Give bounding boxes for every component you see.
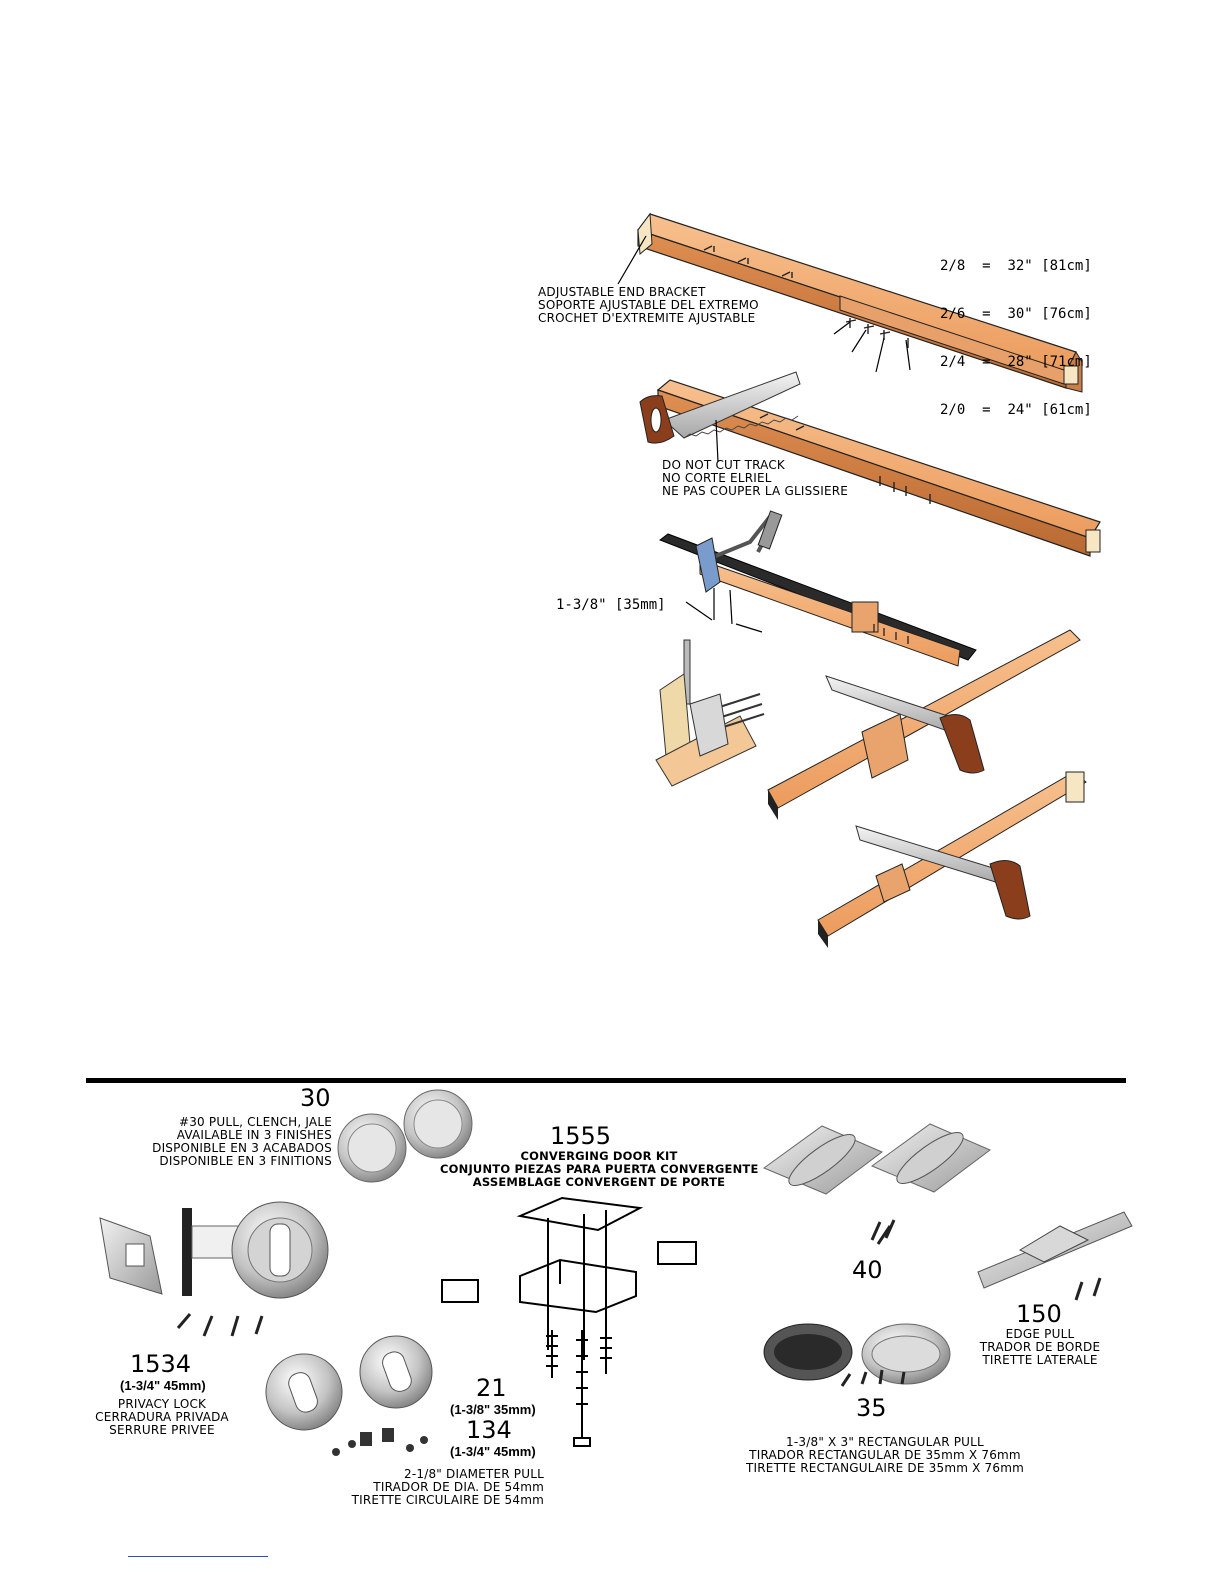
part-30-label [140, 1116, 332, 1168]
header-track-4 [768, 630, 1080, 820]
label-line: #30 PULL, CLENCH, JALE [178, 1115, 332, 1129]
label-line: SOPORTE AJUSTABLE DEL EXTREMO [538, 298, 759, 312]
section-divider [86, 1078, 1126, 1083]
privacy-lock-image [100, 1202, 328, 1336]
part-150-label [970, 1328, 1110, 1367]
part-30-number: 30 [300, 1084, 331, 1112]
part-134-number: 134 [466, 1416, 512, 1444]
part-35-label [720, 1436, 1050, 1475]
part-134-size: (1-3/4" 45mm) [450, 1444, 536, 1459]
label-line: CROCHET D'EXTREMITE AJUSTABLE [538, 311, 756, 325]
part-150-number: 150 [1016, 1300, 1062, 1328]
cut-dimension-label: 1-3/8" [35mm] [556, 597, 666, 613]
label-line: NE PAS COUPER LA GLISSIERE [662, 484, 849, 498]
width-row: 2/0 = 24" [61cm] [940, 402, 1092, 418]
label-line: SERRURE PRIVEE [109, 1423, 215, 1437]
round-pull-image [266, 1336, 432, 1456]
header-track-5 [818, 772, 1086, 948]
width-row: 2/6 = 30" [76cm] [940, 306, 1092, 322]
do-not-cut-label [662, 459, 848, 498]
edge-pull-image [978, 1212, 1132, 1300]
width-row: 2/4 = 28" [71cm] [940, 354, 1092, 370]
label-line: TIRETTE LATERALE [982, 1353, 1098, 1367]
rect-pull-35-image [764, 1324, 950, 1386]
part-21-size: (1-3/8" 35mm) [450, 1402, 536, 1417]
part-1534-size: (1-3/4" 45mm) [120, 1378, 206, 1393]
label-line: DISPONIBLE EN 3 FINITIONS [159, 1154, 332, 1168]
round-pull-label [300, 1468, 544, 1507]
label-line: TRADOR DE BORDE [979, 1340, 1101, 1354]
label-line: 1-3/8" X 3" RECTANGULAR PULL [786, 1435, 984, 1449]
label-line: EDGE PULL [1005, 1327, 1075, 1341]
part-1555-label [440, 1150, 758, 1189]
header-track-3 [660, 511, 976, 666]
label-line: ASSEMBLAGE CONVERGENT DE PORTE [472, 1175, 726, 1189]
label-line: DISPONIBLE EN 3 ACABADOS [152, 1141, 332, 1155]
end-bracket-label [538, 286, 759, 325]
label-line: CONVERGING DOOR KIT [520, 1149, 678, 1163]
part-40-number: 40 [852, 1256, 883, 1284]
label-line: TIRADOR DE DIA. DE 54mm [373, 1480, 544, 1494]
width-table [940, 226, 1092, 434]
label-line: CERRADURA PRIVADA [95, 1410, 229, 1424]
part-35-number: 35 [856, 1394, 887, 1422]
label-line: 2-1/8" DIAMETER PULL [404, 1467, 544, 1481]
label-line: TIRETTE CIRCULAIRE DE 54mm [351, 1493, 544, 1507]
footer-link-underline[interactable] [128, 1556, 268, 1557]
label-line: TIRETTE RECTANGULAIRE DE 35mm X 76mm [745, 1461, 1025, 1475]
width-row: 2/8 = 32" [81cm] [940, 258, 1092, 274]
part-1555-number: 1555 [550, 1122, 612, 1150]
label-line: CONJUNTO PIEZAS PARA PUERTA CONVERGENTE [440, 1162, 759, 1176]
part-1534-number: 1534 [130, 1350, 192, 1378]
end-bracket-detail [656, 640, 764, 786]
label-line: DO NOT CUT TRACK [662, 458, 786, 472]
label-line: ADJUSTABLE END BRACKET [538, 285, 706, 299]
label-line: NO CORTE ELRIEL [662, 471, 772, 485]
rect-pull-40-image [764, 1124, 990, 1244]
part-1534-label [86, 1398, 238, 1437]
part-21-number: 21 [476, 1374, 507, 1402]
label-line: PRIVACY LOCK [117, 1397, 207, 1411]
label-line: AVAILABLE IN 3 FINISHES [176, 1128, 332, 1142]
label-line: TIRADOR RECTANGULAR DE 35mm X 76mm [749, 1448, 1021, 1462]
